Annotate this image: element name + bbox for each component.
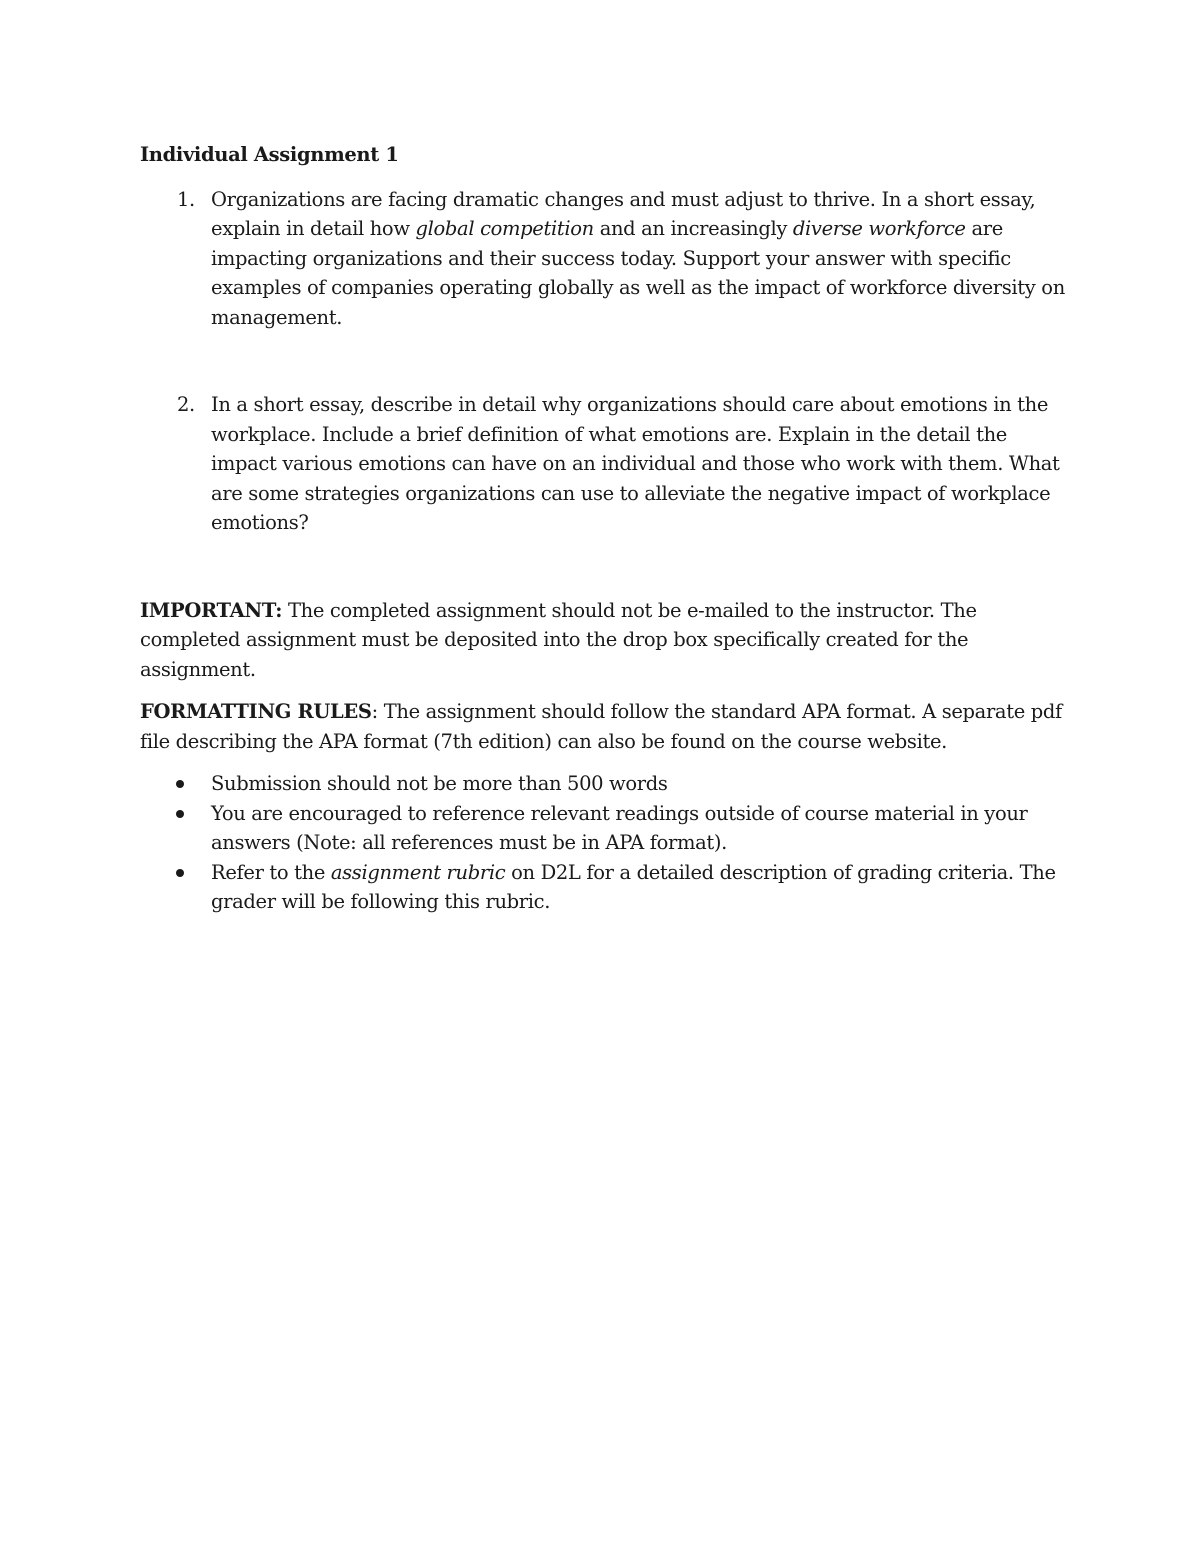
questions-list	[140, 185, 1070, 538]
document-title: Individual Assignment 1	[140, 143, 399, 166]
question-text: In a short essay, describe in detail why organizations should care about emotions in the workplace. Include a brief definition of what emotions are. Explain in the detail the impact various emotions can have on an individual and those who work with them. What are some strategies organizations can use to alleviate the negative impact of workplace emotions?	[211, 393, 1060, 534]
important-label: IMPORTANT:	[140, 598, 283, 622]
question-item	[140, 185, 1070, 333]
question-number: 1.	[177, 187, 195, 211]
bullet-icon	[176, 780, 184, 788]
emphasis-global-competition: global competition	[415, 217, 594, 240]
emphasis-diverse-workforce: diverse workforce	[792, 217, 966, 240]
emphasis-assignment-rubric: assignment rubric	[330, 860, 506, 884]
rule-item: Submission should not be more than 500 words	[140, 769, 1070, 799]
rules-list	[140, 769, 1070, 917]
rule-item: Refer to the assignment rubric on D2L for a detailed description of grading criteria. The grader will be following this rubric.	[140, 858, 1070, 917]
important-note	[140, 596, 1070, 685]
formatting-rules	[140, 697, 1070, 756]
formatting-label: FORMATTING RULES	[140, 700, 372, 723]
important-text: The completed assignment should not be e-mailed to the instructor. The completed assignment must be deposited into the drop box specifically created for the assignment.	[140, 598, 977, 681]
bullet-icon	[176, 810, 184, 818]
question-number: 2.	[177, 393, 195, 416]
formatting-text: : The assignment should follow the standard APA format. A separate pdf file describing the APA format (7th edition) can also be found on the course website.	[140, 700, 1062, 753]
bullet-icon	[176, 869, 184, 877]
rule-item: You are encouraged to reference relevant readings outside of course material in your answers (Note: all references must be in APA format).	[140, 799, 1070, 858]
document-page	[140, 140, 1070, 917]
question-text: Organizations are facing dramatic changes and must adjust to thrive. In a short essay, explain in detail how global competition and an increasingly diverse workforce are impacting organizations and their success today. Support your answer with specific examples of companies operating globally as well as the impact of workforce diversity on management.	[211, 187, 1065, 329]
question-item	[140, 390, 1070, 538]
